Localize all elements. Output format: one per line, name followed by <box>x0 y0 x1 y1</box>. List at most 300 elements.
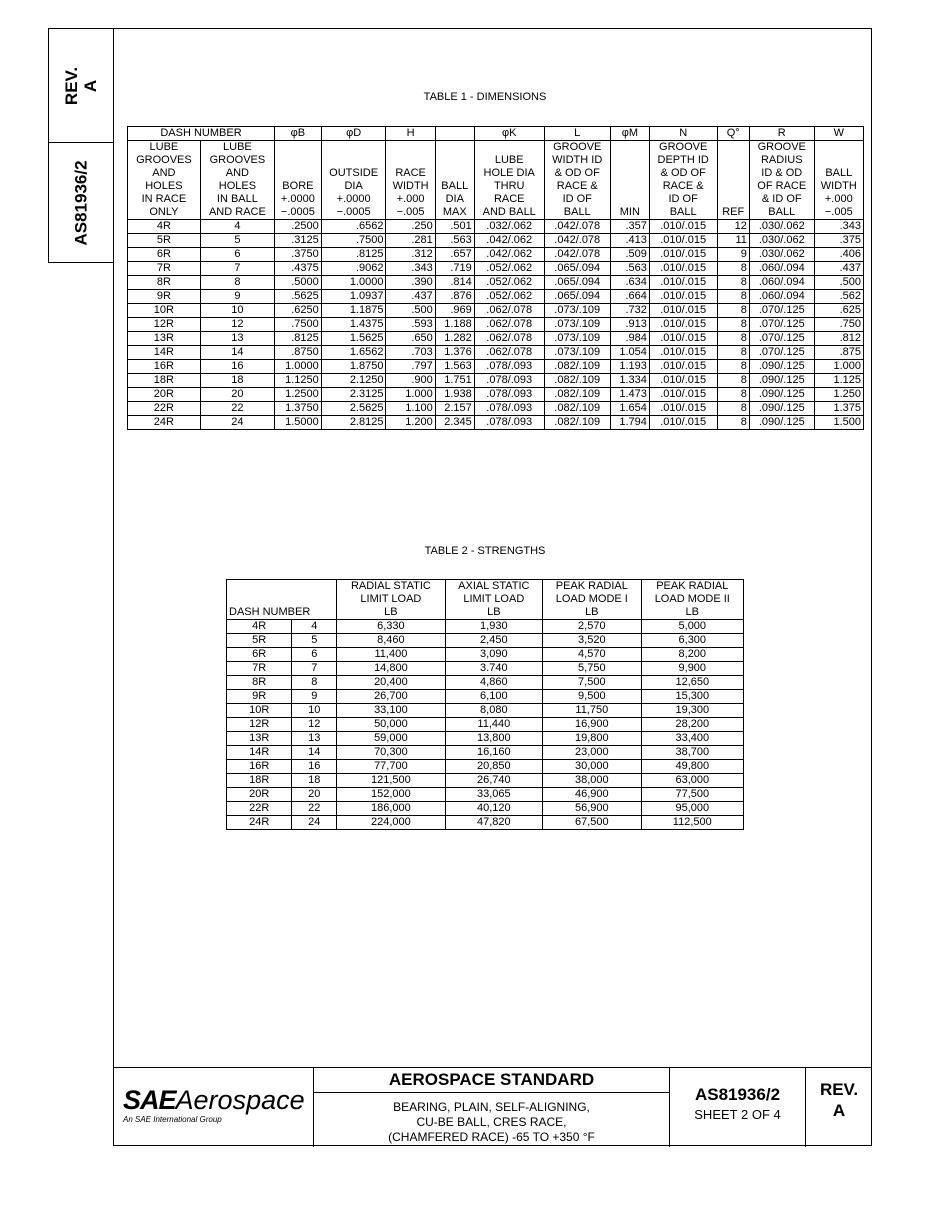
table-row <box>128 416 864 430</box>
table1-col-header: DASH NUMBER <box>128 127 275 141</box>
table-cell: 24 <box>200 416 274 430</box>
table-cell: 3,520 <box>543 634 642 648</box>
table-cell: 1.200 <box>386 416 435 430</box>
table-cell: 4,860 <box>445 676 542 690</box>
table-cell: .070/.125 <box>749 304 814 318</box>
table-cell: 8 <box>717 276 749 290</box>
table-cell: 5,000 <box>641 620 743 634</box>
table-cell: 6,330 <box>337 620 445 634</box>
table-cell: 6 <box>200 248 274 262</box>
table-cell: .5000 <box>275 276 322 290</box>
table-cell: .010/.015 <box>649 416 717 430</box>
table-cell: .010/.015 <box>649 388 717 402</box>
table-cell: 6 <box>292 648 337 662</box>
table-row <box>227 816 744 830</box>
table-cell: 8,080 <box>445 704 542 718</box>
table-cell: 2,450 <box>445 634 542 648</box>
table-cell: .010/.015 <box>649 346 717 360</box>
table-cell: 14R <box>227 746 292 760</box>
table-cell: .078/.093 <box>474 416 544 430</box>
sae-aerospace-logo <box>123 1086 305 1124</box>
table1-col-header: Q° <box>717 127 749 141</box>
table-cell: 2,570 <box>543 620 642 634</box>
table-cell: 1.000 <box>814 360 863 374</box>
table-cell: .032/.062 <box>474 220 544 234</box>
table-cell: 8,460 <box>337 634 445 648</box>
table-cell: 13 <box>292 732 337 746</box>
table-row <box>227 788 744 802</box>
table1-col-subheader: GROOVE DEPTH ID & OD OF RACE & ID OF BALL <box>649 141 717 220</box>
table-cell: .010/.015 <box>649 262 717 276</box>
table-cell: 70,300 <box>337 746 445 760</box>
table-cell: .634 <box>610 276 649 290</box>
table-cell: 1.473 <box>610 388 649 402</box>
table-row <box>227 802 744 816</box>
table-cell: 6R <box>128 248 201 262</box>
revision-label: REV. A <box>819 1080 859 1120</box>
table-cell: .343 <box>814 220 863 234</box>
table-cell: .010/.015 <box>649 402 717 416</box>
table-cell: .042/.078 <box>544 248 610 262</box>
table-cell: 2.345 <box>435 416 474 430</box>
table-cell: .703 <box>386 346 435 360</box>
table-cell: 1.376 <box>435 346 474 360</box>
table-cell: 23,000 <box>543 746 642 760</box>
table-cell: 1.0937 <box>321 290 386 304</box>
table-cell: .090/.125 <box>749 416 814 430</box>
table-cell: 1.751 <box>435 374 474 388</box>
table-cell: 1.8750 <box>321 360 386 374</box>
table-cell: 1.563 <box>435 360 474 374</box>
table-cell: 77,500 <box>641 788 743 802</box>
table-row <box>128 234 864 248</box>
logo-subtitle: An SAE International Group <box>123 1115 222 1124</box>
table-cell: 26,700 <box>337 690 445 704</box>
table-cell: 8 <box>717 360 749 374</box>
table-cell: 46,900 <box>543 788 642 802</box>
table1-col-subheader: OUTSIDE DIA +.0000 −.0005 <box>321 141 386 220</box>
table-cell: .078/.093 <box>474 388 544 402</box>
table-cell: 1.282 <box>435 332 474 346</box>
table-cell: 5 <box>200 234 274 248</box>
table-cell: 224,000 <box>337 816 445 830</box>
table-cell: 47,820 <box>445 816 542 830</box>
table-cell: 7 <box>292 662 337 676</box>
table-cell: .070/.125 <box>749 318 814 332</box>
table-cell: .082/.109 <box>544 374 610 388</box>
table-cell: 20R <box>227 788 292 802</box>
table-cell: 13R <box>128 332 201 346</box>
table-cell: .750 <box>814 318 863 332</box>
table-cell: .090/.125 <box>749 388 814 402</box>
table-cell: 5R <box>227 634 292 648</box>
table-cell: .2500 <box>275 220 322 234</box>
table-row <box>227 676 744 690</box>
table-cell: .062/.078 <box>474 318 544 332</box>
table1-col-header: W <box>814 127 863 141</box>
table-cell: 8 <box>717 374 749 388</box>
table-cell: 8,200 <box>641 648 743 662</box>
table-row <box>128 248 864 262</box>
table-cell: .060/.094 <box>749 262 814 276</box>
table1-col-header: φM <box>610 127 649 141</box>
table-cell: .082/.109 <box>544 360 610 374</box>
table-cell: 8 <box>717 402 749 416</box>
table-cell: 16 <box>292 760 337 774</box>
table-cell: .6562 <box>321 220 386 234</box>
table-cell: 8 <box>717 346 749 360</box>
table-cell: 5,750 <box>543 662 642 676</box>
table-cell: 22 <box>200 402 274 416</box>
table-cell: .042/.078 <box>544 220 610 234</box>
table-cell: 77,700 <box>337 760 445 774</box>
table-cell: 59,000 <box>337 732 445 746</box>
table2-col-header: DASH NUMBER <box>227 580 337 620</box>
table-cell: 1.054 <box>610 346 649 360</box>
side-doc-number: AS81936/2 <box>71 159 91 246</box>
table-cell: .9062 <box>321 262 386 276</box>
table-cell: 1.794 <box>610 416 649 430</box>
table-cell: 3.740 <box>445 662 542 676</box>
table-cell: 22R <box>128 402 201 416</box>
table2-col-header: AXIAL STATIC LIMIT LOAD LB <box>445 580 542 620</box>
table2-col-header: RADIAL STATIC LIMIT LOAD LB <box>337 580 445 620</box>
table-row <box>128 360 864 374</box>
table-cell: 4R <box>128 220 201 234</box>
table-cell: 9 <box>717 248 749 262</box>
table-cell: .065/.094 <box>544 262 610 276</box>
table-cell: 1.334 <box>610 374 649 388</box>
table2-col-header: PEAK RADIAL LOAD MODE II LB <box>641 580 743 620</box>
table-cell: 8 <box>717 388 749 402</box>
table-cell: 1.6562 <box>321 346 386 360</box>
table-cell: 1.5625 <box>321 332 386 346</box>
table-cell: 112,500 <box>641 816 743 830</box>
table-cell: 20 <box>200 388 274 402</box>
table-cell: 5R <box>128 234 201 248</box>
table-cell: .7500 <box>321 234 386 248</box>
table1-col-header: φD <box>321 127 386 141</box>
table-cell: 9R <box>227 690 292 704</box>
table1-col-header: φK <box>474 127 544 141</box>
table-cell: .509 <box>610 248 649 262</box>
table-cell: .8750 <box>275 346 322 360</box>
table-cell: 19,800 <box>543 732 642 746</box>
table-cell: .073/.109 <box>544 332 610 346</box>
table-cell: .500 <box>814 276 863 290</box>
table1-col-subheader: RACE WIDTH +.000 −.005 <box>386 141 435 220</box>
table-cell: 7,500 <box>543 676 642 690</box>
table-cell: .010/.015 <box>649 318 717 332</box>
table-row <box>128 332 864 346</box>
table-cell: 1.0000 <box>275 360 322 374</box>
table-cell: .010/.015 <box>649 248 717 262</box>
table-cell: .010/.015 <box>649 374 717 388</box>
table-cell: 14,800 <box>337 662 445 676</box>
table-cell: 11,440 <box>445 718 542 732</box>
table1-header-sub <box>128 141 864 220</box>
table-cell: 1.3750 <box>275 402 322 416</box>
table-row <box>128 388 864 402</box>
table-cell: 8 <box>717 318 749 332</box>
table-cell: 8 <box>717 332 749 346</box>
table-cell: 16,900 <box>543 718 642 732</box>
table-row <box>128 346 864 360</box>
table-cell: 19,300 <box>641 704 743 718</box>
table-cell: 1.5000 <box>275 416 322 430</box>
table-cell: 1.2500 <box>275 388 322 402</box>
table-cell: 121,500 <box>337 774 445 788</box>
table-cell: .437 <box>814 262 863 276</box>
table2-col-header: PEAK RADIAL LOAD MODE I LB <box>543 580 642 620</box>
table-cell: 20,850 <box>445 760 542 774</box>
table-cell: 9R <box>128 290 201 304</box>
table-cell: 1.0000 <box>321 276 386 290</box>
table-cell: .082/.109 <box>544 416 610 430</box>
table-cell: .030/.062 <box>749 234 814 248</box>
table-cell: 26,740 <box>445 774 542 788</box>
table-cell: .060/.094 <box>749 290 814 304</box>
table-row <box>128 290 864 304</box>
table1-col-subheader: REF <box>717 141 749 220</box>
table-cell: .073/.109 <box>544 318 610 332</box>
table-cell: 152,000 <box>337 788 445 802</box>
table-cell: 14 <box>292 746 337 760</box>
standard-title: AEROSPACE STANDARD <box>314 1068 669 1093</box>
table-cell: 14R <box>128 346 201 360</box>
table-cell: .010/.015 <box>649 304 717 318</box>
table1-col-header: H <box>386 127 435 141</box>
table-cell: 13,800 <box>445 732 542 746</box>
table-cell: 18R <box>128 374 201 388</box>
table-cell: .010/.015 <box>649 332 717 346</box>
table1-col-header: φB <box>275 127 322 141</box>
table1-col-subheader: MIN <box>610 141 649 220</box>
table-cell: .650 <box>386 332 435 346</box>
title-block <box>113 1067 872 1147</box>
table-cell: 38,000 <box>543 774 642 788</box>
side-revision-block <box>48 28 114 263</box>
table-cell: .073/.109 <box>544 346 610 360</box>
table-cell: .900 <box>386 374 435 388</box>
table-cell: 11 <box>717 234 749 248</box>
table-cell: 12R <box>128 318 201 332</box>
table-cell: 20R <box>128 388 201 402</box>
table-cell: .070/.125 <box>749 332 814 346</box>
table-cell: 9,900 <box>641 662 743 676</box>
logo-aerospace-text: Aerospace <box>175 1085 305 1115</box>
table-cell: 40,120 <box>445 802 542 816</box>
table-cell: 1,930 <box>445 620 542 634</box>
table-cell: .052/.062 <box>474 276 544 290</box>
table-row <box>227 634 744 648</box>
table-row <box>227 704 744 718</box>
table-cell: .732 <box>610 304 649 318</box>
table-cell: 20 <box>292 788 337 802</box>
table-cell: 33,065 <box>445 788 542 802</box>
table-row <box>227 620 744 634</box>
table-cell: 1.000 <box>386 388 435 402</box>
table-cell: 4 <box>200 220 274 234</box>
table-row <box>128 402 864 416</box>
table-cell: 1.938 <box>435 388 474 402</box>
table-cell: .065/.094 <box>544 276 610 290</box>
table-cell: 7 <box>200 262 274 276</box>
table-cell: .030/.062 <box>749 220 814 234</box>
table-cell: .500 <box>386 304 435 318</box>
table-cell: 5 <box>292 634 337 648</box>
table-cell: 12,650 <box>641 676 743 690</box>
table-cell: .562 <box>814 290 863 304</box>
table-cell: 2.3125 <box>321 388 386 402</box>
table-cell: .812 <box>814 332 863 346</box>
table-row <box>227 774 744 788</box>
table-cell: .390 <box>386 276 435 290</box>
table-cell: .6250 <box>275 304 322 318</box>
table-cell: 8R <box>128 276 201 290</box>
table-cell: .593 <box>386 318 435 332</box>
standard-description: BEARING, PLAIN, SELF-ALIGNING, CU-BE BALL, CRES RACE, (CHAMFERED RACE) -65 TO +350 °F <box>388 1100 595 1144</box>
table-cell: 16 <box>200 360 274 374</box>
side-rev-label: REV. A <box>62 66 100 105</box>
table-cell: 3,090 <box>445 648 542 662</box>
table-cell: 18 <box>200 374 274 388</box>
table-cell: 38,700 <box>641 746 743 760</box>
table-row <box>128 276 864 290</box>
table1-col-header <box>435 127 474 141</box>
table-cell: .719 <box>435 262 474 276</box>
table-row <box>227 662 744 676</box>
table1-col-subheader: BALL WIDTH +.000 −.005 <box>814 141 863 220</box>
table-cell: 10 <box>292 704 337 718</box>
side-rev-cell <box>49 29 113 143</box>
table-cell: .563 <box>435 234 474 248</box>
table-cell: 1.1250 <box>275 374 322 388</box>
table-cell: .437 <box>386 290 435 304</box>
table-cell: 12 <box>717 220 749 234</box>
table-cell: .657 <box>435 248 474 262</box>
table1-col-subheader: GROOVE WIDTH ID & OD OF RACE & ID OF BALL <box>544 141 610 220</box>
table-cell: 4 <box>292 620 337 634</box>
table1-col-header: N <box>649 127 717 141</box>
table-cell: 12 <box>292 718 337 732</box>
table-cell: .082/.109 <box>544 402 610 416</box>
table-cell: 11,400 <box>337 648 445 662</box>
table-cell: 4R <box>227 620 292 634</box>
table-cell: 16R <box>128 360 201 374</box>
table-cell: 8 <box>717 290 749 304</box>
table-cell: 186,000 <box>337 802 445 816</box>
table-cell: .010/.015 <box>649 290 717 304</box>
table-cell: 50,000 <box>337 718 445 732</box>
table-cell: 63,000 <box>641 774 743 788</box>
table-cell: .090/.125 <box>749 374 814 388</box>
table-cell: 12 <box>200 318 274 332</box>
table-cell: .876 <box>435 290 474 304</box>
table-cell: 1.375 <box>814 402 863 416</box>
table-cell: 10R <box>227 704 292 718</box>
table-cell: .563 <box>610 262 649 276</box>
table-cell: 9,500 <box>543 690 642 704</box>
table-row <box>227 732 744 746</box>
table-cell: .062/.078 <box>474 346 544 360</box>
table2-header <box>227 580 744 620</box>
table1-col-header: L <box>544 127 610 141</box>
table-cell: .030/.062 <box>749 248 814 262</box>
table-cell: .8125 <box>275 332 322 346</box>
table1-col-subheader: LUBE HOLE DIA THRU RACE AND BALL <box>474 141 544 220</box>
table-cell: .797 <box>386 360 435 374</box>
table-cell: 15,300 <box>641 690 743 704</box>
table-cell: 16,160 <box>445 746 542 760</box>
table-cell: .090/.125 <box>749 402 814 416</box>
table-cell: .375 <box>814 234 863 248</box>
table-cell: 18R <box>227 774 292 788</box>
table-cell: 8R <box>227 676 292 690</box>
table-cell: .042/.078 <box>544 234 610 248</box>
table-cell: 6R <box>227 648 292 662</box>
table-cell: 13R <box>227 732 292 746</box>
table-cell: 33,400 <box>641 732 743 746</box>
table-cell: .078/.093 <box>474 374 544 388</box>
document-cell <box>670 1068 806 1147</box>
table-cell: 13 <box>200 332 274 346</box>
table-cell: .078/.093 <box>474 360 544 374</box>
table-cell: 8 <box>717 304 749 318</box>
table-cell: .4375 <box>275 262 322 276</box>
table-cell: .060/.094 <box>749 276 814 290</box>
table-cell: 1.4375 <box>321 318 386 332</box>
logo-cell <box>113 1068 314 1147</box>
table-cell: 10 <box>200 304 274 318</box>
side-doc-cell <box>49 143 113 262</box>
table-cell: .814 <box>435 276 474 290</box>
table-cell: 1.500 <box>814 416 863 430</box>
table-cell: .082/.109 <box>544 388 610 402</box>
table-cell: .8125 <box>321 248 386 262</box>
table-cell: 7R <box>227 662 292 676</box>
table-cell: 10R <box>128 304 201 318</box>
table-cell: 8 <box>717 262 749 276</box>
table-row <box>128 374 864 388</box>
table-cell: .052/.062 <box>474 290 544 304</box>
table-cell: .065/.094 <box>544 290 610 304</box>
table-cell: 6,100 <box>445 690 542 704</box>
table-cell: 14 <box>200 346 274 360</box>
table-cell: 22R <box>227 802 292 816</box>
table-cell: .042/.062 <box>474 234 544 248</box>
table-cell: .010/.015 <box>649 276 717 290</box>
table-cell: 2.1250 <box>321 374 386 388</box>
table-cell: 24 <box>292 816 337 830</box>
table-cell: 1.1875 <box>321 304 386 318</box>
table-row <box>128 304 864 318</box>
table-cell: .312 <box>386 248 435 262</box>
table-cell: 6,300 <box>641 634 743 648</box>
table-cell: 33,100 <box>337 704 445 718</box>
table-cell: .3125 <box>275 234 322 248</box>
table1-col-header: R <box>749 127 814 141</box>
table-cell: 24R <box>128 416 201 430</box>
table-cell: .875 <box>814 346 863 360</box>
logo-sae-text: SAE <box>123 1085 176 1115</box>
table-cell: 8 <box>717 416 749 430</box>
table-row <box>227 760 744 774</box>
table-cell: .984 <box>610 332 649 346</box>
table-cell: .062/.078 <box>474 332 544 346</box>
table-cell: 2.5625 <box>321 402 386 416</box>
table-row <box>227 648 744 662</box>
